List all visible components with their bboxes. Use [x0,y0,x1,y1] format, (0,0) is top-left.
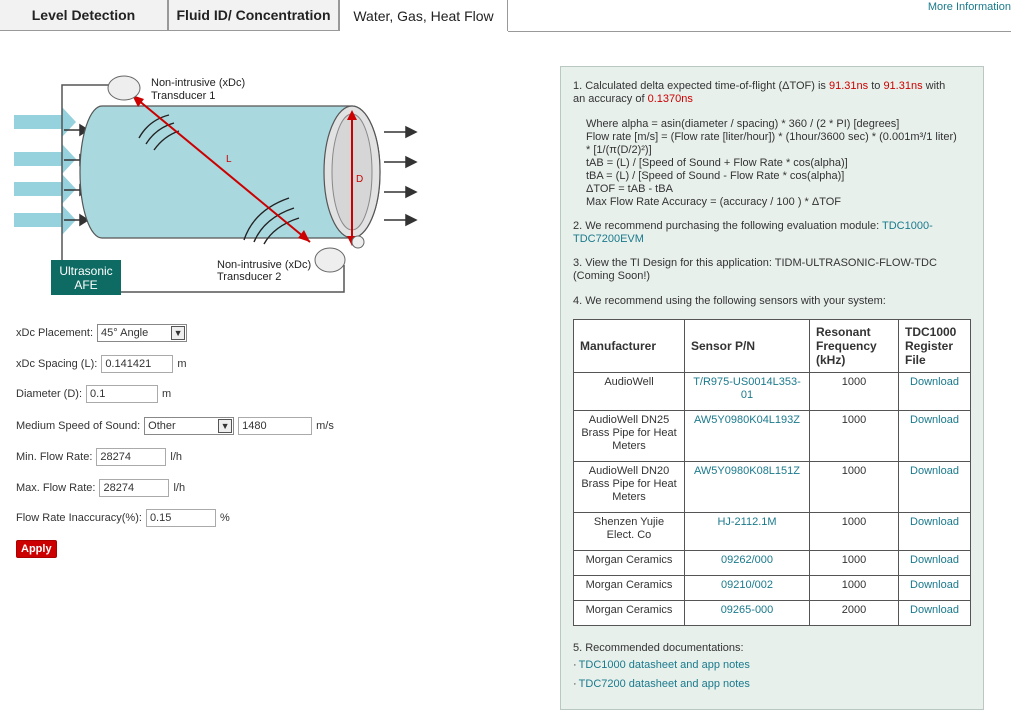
table-row [574,462,971,513]
transducer-1-label: Non-intrusive (xDc) [151,77,246,89]
diameter-input[interactable]: 0.1 [86,385,158,403]
formula-line: * [1/(π(D/2)²)] [586,144,652,156]
ti-design-note [573,257,971,283]
manufacturer-cell: Shenzen Yujie Elect. Co [593,516,665,541]
sensor-pn-cell [685,551,810,576]
spacing-row [16,353,186,375]
download-link[interactable]: Download [910,376,959,388]
inflow-arrows [14,107,76,235]
bullet: · [573,678,577,690]
frequency-cell [810,551,899,576]
download-cell [899,462,971,513]
manufacturer-cell [574,551,685,576]
sensor-pn-link[interactable]: AW5Y0980K04L193Z [694,414,800,426]
sensor-pn-link[interactable]: 09265-000 [720,604,774,616]
chevron-down-icon: ▼ [171,326,185,340]
inaccuracy-input[interactable]: 0.15 [146,509,216,527]
tab-fluid-id[interactable]: Fluid ID/ Concentration [168,0,339,31]
manufacturer-cell: AudioWell DN20 Brass Pipe for Heat Meters [581,465,677,503]
formula-line: Max Flow Rate Accuracy = (accuracy / 100 ) * ΔTOF [586,196,842,208]
sound-label: Medium Speed of Sound: [16,420,141,432]
manufacturer-cell [574,411,685,462]
download-link[interactable]: Download [910,465,959,477]
sensor-pn-link[interactable]: AW5Y0980K08L151Z [694,465,800,477]
spacing-input[interactable]: 0.141421 [101,355,173,373]
bullet: · [573,659,577,671]
min-flow-row [16,446,182,468]
download-cell [899,373,971,411]
frequency-cell [810,462,899,513]
max-flow-label: Max. Flow Rate: [16,482,96,494]
frequency-cell [810,373,899,411]
formula-line: Flow rate [m/s] = (Flow rate [liter/hour]) * (1hour/3600 sec) * (0.001m³/1 liter) [586,131,957,143]
tof-with-text: with [922,80,946,92]
doc-item [573,659,750,671]
max-flow-unit: l/h [173,482,186,494]
doc-item [573,678,750,690]
formula-block [586,118,971,209]
col-register-file: TDC1000 Register File [899,320,971,373]
sensor-pn-link[interactable]: HJ-2112.1M [717,516,777,528]
length-label: L [226,154,232,165]
sensor-pn-link[interactable]: T/R975-US0014L353-01 [693,376,801,401]
manufacturer-cell [574,576,685,601]
table-row [574,411,971,462]
accuracy-value: 0.1370ns [647,93,693,105]
apply-button[interactable]: Apply [16,540,57,558]
docs-heading: 5. Recommended documentations: [573,642,744,654]
flow-meter-diagram [14,70,434,300]
frequency-cell: 1000 [841,465,867,477]
flow-arrows-out [384,127,416,225]
tdc1000-docs-link[interactable]: TDC1000 datasheet and app notes [578,659,750,671]
tab-water-gas-heat-flow[interactable]: Water, Gas, Heat Flow [339,0,508,31]
formula-line: ΔTOF = tAB - tBA [586,183,673,195]
table-row [574,373,971,411]
sound-unit: m/s [316,420,334,432]
formula-line: tAB = (L) / [Speed of Sound + Flow Rate * cos(alpha)] [586,157,848,169]
tof-max-value: 91.31ns [883,80,923,92]
eval-module-link-cont[interactable]: TDC7200EVM [573,233,644,245]
tab-divider [508,31,1011,32]
spacing-label: xDc Spacing (L): [16,358,98,370]
max-flow-row [16,477,185,499]
formula-line: Where alpha = asin(diameter / spacing) * 360 / (2 * PI) [degrees] [586,118,900,130]
sensor-pn-cell [685,411,810,462]
frequency-cell: 1000 [841,554,867,566]
sound-select[interactable] [144,417,234,435]
accuracy-text: an accuracy of [573,93,648,105]
manufacturer-cell [574,373,685,411]
result-tof [573,80,971,106]
manufacturer-cell [574,601,685,626]
ti-design-text: 3. View the TI Design for this application: TIDM-ULTRASONIC-FLOW-TDC [573,257,937,269]
inaccuracy-row [16,507,230,529]
sensor-pn-cell [685,601,810,626]
placement-label: xDc Placement: [16,327,94,339]
download-link[interactable]: Download [910,554,959,566]
tof-text: 1. Calculated delta expected time-of-flight (ΔTOF) is [573,80,829,92]
manufacturer-cell: Morgan Ceramics [585,554,673,566]
transducer-1-icon [108,76,140,100]
frequency-cell: 2000 [841,604,867,616]
diameter-field-label: Diameter (D): [16,388,83,400]
formula-line: tBA = (L) / [Speed of Sound - Flow Rate * cos(alpha)] [586,170,845,182]
col-frequency: Resonant Frequency (kHz) [810,320,899,373]
manufacturer-cell: Morgan Ceramics [585,604,673,616]
frequency-cell: 1000 [841,414,867,426]
table-header-row [574,320,971,373]
download-link[interactable]: Download [910,414,959,426]
max-flow-input[interactable]: 28274 [99,479,169,497]
download-cell [899,551,971,576]
table-row [574,551,971,576]
spacing-unit: m [177,358,187,370]
inaccuracy-unit: % [219,512,230,524]
frequency-cell [810,576,899,601]
download-link[interactable]: Download [910,579,959,591]
min-flow-label: Min. Flow Rate: [16,451,93,463]
more-information-link[interactable]: More Information [927,1,1011,13]
eval-module-link[interactable]: TDC1000- [882,220,933,232]
download-link[interactable]: Download [910,516,959,528]
download-cell [899,601,971,626]
download-cell [899,513,971,551]
manufacturer-cell: Morgan Ceramics [585,579,673,591]
tof-to-text: to [868,80,884,92]
sound-input[interactable]: 1480 [238,417,312,435]
diameter-unit: m [162,388,172,400]
sensor-pn-link[interactable]: 09262/000 [721,554,773,566]
diameter-label: D [356,174,364,185]
frequency-cell: 1000 [841,579,867,591]
tdc7200-docs-link[interactable]: TDC7200 datasheet and app notes [578,678,750,690]
placement-row [16,322,187,344]
frequency-cell: 1000 [841,376,867,388]
transducer-2-icon [315,236,364,272]
manufacturer-cell: AudioWell [604,376,654,388]
table-row [574,601,971,626]
placement-value: 45° Angle [101,327,149,339]
afe-sublabel: AFE [74,278,98,292]
frequency-cell [810,513,899,551]
download-link[interactable]: Download [910,604,959,616]
chevron-down-icon: ▼ [218,419,232,433]
placement-select[interactable] [97,324,187,342]
frequency-cell [810,601,899,626]
col-sensor-pn: Sensor P/N [685,320,810,373]
transducer-2-label: Non-intrusive (xDc) [217,259,312,271]
sensor-recommendation: 4. We recommend using the following sensors with your system: [573,295,886,307]
manufacturer-cell [574,462,685,513]
table-row [574,576,971,601]
inaccuracy-label: Flow Rate Inaccuracy(%): [16,512,142,524]
frequency-cell: 1000 [841,516,867,528]
table-row [574,513,971,551]
frequency-cell [810,411,899,462]
min-flow-input[interactable]: 28274 [96,448,166,466]
sound-row [16,415,334,437]
eval-module-recommendation [573,220,971,246]
sensor-pn-cell [685,373,810,411]
sensor-pn-cell [685,513,810,551]
sound-select-value: Other [148,420,176,432]
manufacturer-cell: AudioWell DN25 Brass Pipe for Heat Meters [581,414,677,452]
transducer-2-sublabel: Transducer 2 [217,271,282,283]
min-flow-unit: l/h [170,451,183,463]
sensors-table [573,319,971,626]
tof-min-value: 91.31ns [828,80,869,92]
eval-module-text: 2. We recommend purchasing the following evaluation module: [573,220,882,232]
transducer-1-sublabel: Transducer 1 [151,90,216,102]
sensor-pn-link[interactable]: 09210/002 [721,579,773,591]
afe-label: Ultrasonic [59,264,113,278]
results-panel [560,66,984,710]
sensor-pn-cell [685,576,810,601]
col-manufacturer: Manufacturer [574,320,685,373]
tab-level-detection[interactable]: Level Detection [0,0,168,31]
sensor-pn-cell [685,462,810,513]
manufacturer-cell [574,513,685,551]
diameter-row [16,383,171,405]
tab-bar [0,0,1011,32]
download-cell [899,411,971,462]
download-cell [899,576,971,601]
coming-soon-text: (Coming Soon!) [573,270,651,282]
